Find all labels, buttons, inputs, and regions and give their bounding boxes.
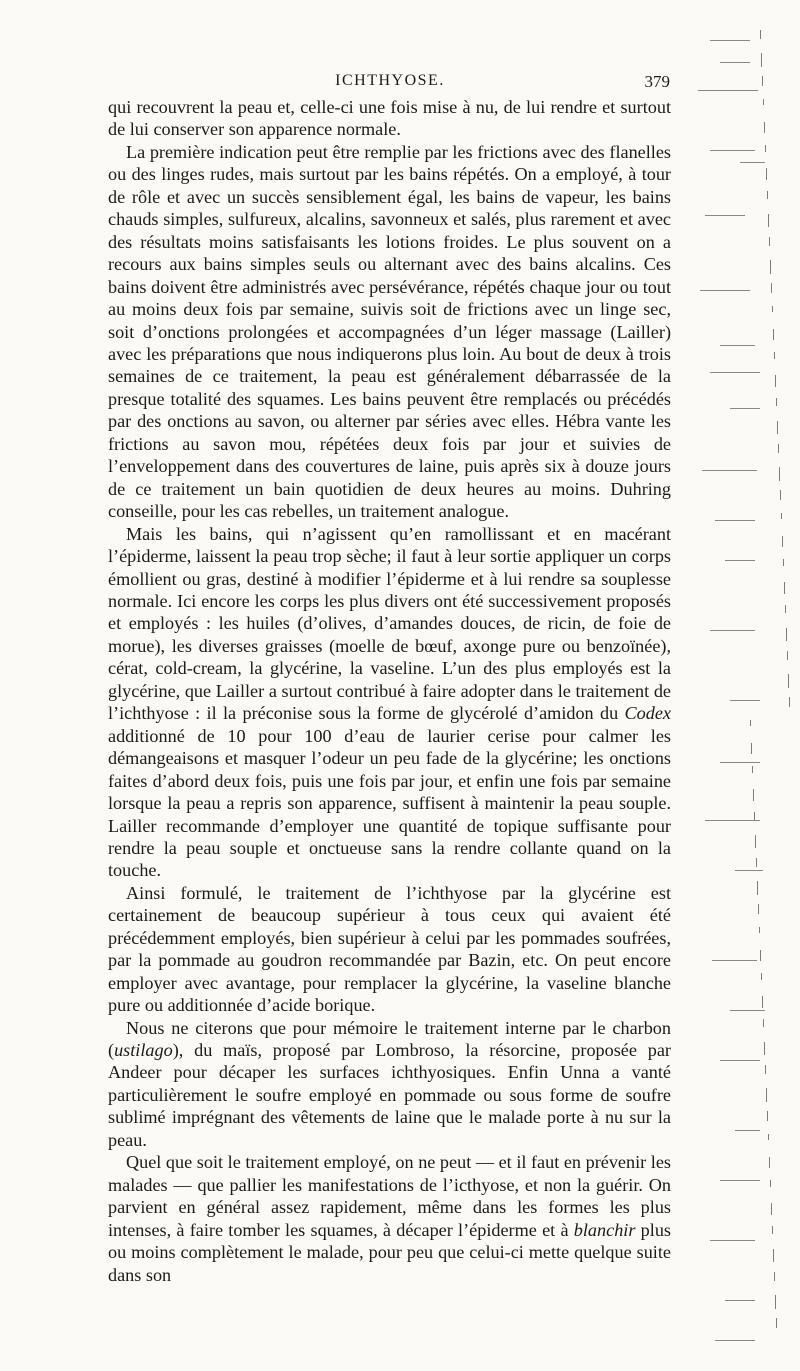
- scan-artifact-line: [715, 520, 755, 521]
- scan-artifact-tick: [755, 835, 756, 848]
- scan-artifact-line: [710, 630, 755, 631]
- scan-artifact-tick: [786, 628, 787, 641]
- scan-artifact-tick: [780, 490, 781, 500]
- italic-text: Codex: [624, 703, 671, 724]
- scan-artifact-tick: [785, 605, 786, 613]
- scan-artifact-tick: [773, 329, 774, 340]
- scan-artifact-tick: [770, 1180, 771, 1187]
- scan-artifact-tick: [772, 306, 773, 312]
- scan-artifact-tick: [762, 996, 763, 1008]
- scan-artifact-tick: [769, 1157, 770, 1168]
- scan-artifact-tick: [779, 467, 780, 481]
- scan-artifact-tick: [781, 513, 782, 519]
- scan-artifact-tick: [772, 1226, 773, 1234]
- paragraph: [108, 141, 671, 523]
- scan-artifact-line: [705, 215, 745, 216]
- scan-artifact-tick: [775, 1295, 776, 1309]
- text-run: Mais les bains, qui n’agissent qu’en ramollissant et en macérant l’épiderme, laissent la peau trop sèche; il faut à leur sortie appliquer un corps émollient ou gras, destiné à modifier l’épiderme et à lui rendre sa souplesse normale. Ici encore les corps les plus divers ont été successivement proposés et employés : les huiles (d’olives, d’amandes douces, de ricin, de foie de morue), les diverses graisses (moelle de bœuf, axonge pure ou benzoïnée), cérat, cold-cream, la glycérine, la vaseline. L’un des plus employés est la glycérine, que Lailler a surtout contribué à faire adopter dans le traitement de l’ichthyose : il la préconise sous la forme de glycérolé d’amidon du: [108, 523, 671, 724]
- text-run: Ainsi formulé, le traitement de l’ichthyose par la glycérine est certainement de beaucoup supérieur à tous ceux qui avaient été précédemment employés, bien supérieur à celui par les pommades soufrées, par la pommade au goudron recommandée par Bazin, etc. On peut encore employer avec avantage, pour remplacer la glycérine, la vaseline blanche pure ou additionnée d’acide borique.: [108, 882, 671, 1016]
- scan-artifact-line: [730, 1010, 765, 1011]
- scan-artifact-line: [730, 700, 760, 701]
- text-run: Nous ne citerons que pour mémoire le traitement interne par le charbon (: [108, 1017, 671, 1061]
- scan-artifact-tick: [764, 122, 765, 133]
- scan-artifact-tick: [761, 973, 762, 980]
- scan-artifact-line: [712, 960, 757, 961]
- paragraph: [108, 882, 671, 1017]
- scan-artifact-line: [735, 1130, 760, 1131]
- body-text: [108, 96, 671, 1286]
- scan-artifact-tick: [787, 651, 788, 660]
- scan-artifact-line: [702, 470, 757, 471]
- paragraph: [108, 96, 671, 141]
- scan-artifact-line: [710, 150, 755, 151]
- scan-artifact-tick: [763, 99, 764, 105]
- scan-margin-artifacts: [690, 0, 800, 1371]
- scan-artifact-tick: [784, 582, 785, 594]
- scan-artifact-line: [705, 820, 760, 821]
- scan-artifact-tick: [765, 145, 766, 152]
- scan-artifact-line: [725, 560, 755, 561]
- scan-artifact-line: [720, 762, 760, 763]
- scan-artifact-tick: [776, 398, 777, 406]
- scan-artifact-line: [715, 1340, 755, 1341]
- scan-artifact-line: [740, 162, 765, 163]
- text-run: La première indication peut être remplie par les frictions avec des flanelles ou des linges rudes, mais surtout par les bains répétés. On a employé, à tour de rôle et avec un succès sensiblement égal, les bains de vapeur, les bains chauds simples, sulfureux, alcalins, savonneux et salés, plus rarement et avec des résultats moins satisfaisants les lotions froides. Le plus souvent on a recours aux bains simples seuls ou alternant avec des bains alcalins. Ces bains doivent être administrés avec persévérance, répétés chaque jour ou tout au moins deux fois par semaine, suivis soit de frictions avec un linge sec, soit d’onctions prolongées et accompagnées d’un léger massage (Lailler) avec les préparations que nous indiquerons plus loin. Au bout de deux à trois semaines de ce traitement, la peau est généralement débarrassée de la presque totalité des squames. Les bains peuvent être remplacés ou précédés par des onctions au savon, ou alterner par séries avec elles. Hébra vante les frictions au savon mou, répétées deux fois par jour et suivies de l’enveloppement dans des couvertures de laine, puis après six à douze jours de ce traitement un bain quotidien de deux heures au moins. Duhring conseille, pour les cas rebelles, un traitement analogue.: [108, 141, 671, 522]
- scan-artifact-tick: [770, 260, 771, 274]
- scan-artifact-line: [720, 62, 750, 63]
- paragraph: [108, 1017, 671, 1152]
- page-number: 379: [644, 72, 670, 91]
- paragraph: [108, 523, 671, 882]
- scan-artifact-line: [698, 90, 758, 91]
- scan-artifact-tick: [771, 283, 772, 293]
- scan-artifact-tick: [760, 30, 761, 39]
- scan-artifact-line: [700, 290, 750, 291]
- scan-artifact-tick: [765, 1065, 766, 1074]
- scan-artifact-tick: [789, 697, 790, 707]
- scan-artifact-tick: [777, 421, 778, 434]
- scan-artifact-tick: [769, 237, 770, 246]
- scan-artifact-line: [725, 1300, 755, 1301]
- scan-artifact-tick: [757, 881, 758, 895]
- running-title: ICHTHYOSE.: [335, 72, 445, 89]
- scan-artifact-line: [720, 345, 755, 346]
- scan-artifact-tick: [762, 76, 763, 86]
- text-run: plus ou moins complètement le malade, pour peu que celui-ci mette quelque suite dans son: [108, 1219, 671, 1285]
- paragraph: [108, 1151, 671, 1286]
- scan-artifact-tick: [751, 743, 752, 754]
- scan-artifact-tick: [756, 858, 757, 867]
- scan-artifact-tick: [759, 927, 760, 933]
- italic-text: ustilago: [114, 1040, 173, 1061]
- text-run: additionné de 10 pour 100 d’eau de laurier cerise pour calmer les démangeaisons et masquer l’odeur un peu fade de la glycérine; les onctions faites d’abord deux fois, puis une fois par jour, et enfin une fois par semaine lorsque la peau a repris son apparence, suffisent à maintenir la peau souple. Lailler recommande d’employer une quantité de topique suffisante pour rendre la peau souple et onctueuse sans la rendre collante quand on la touche.: [108, 725, 671, 881]
- scan-artifact-tick: [782, 536, 783, 547]
- scan-artifact-tick: [752, 766, 753, 773]
- scan-artifact-tick: [776, 1318, 777, 1328]
- scan-artifact-tick: [788, 674, 789, 688]
- scan-artifact-line: [710, 372, 760, 373]
- scan-artifact-tick: [767, 191, 768, 199]
- scan-artifact-tick: [754, 812, 755, 820]
- scan-artifact-tick: [766, 168, 767, 180]
- italic-text: blanchir: [573, 1219, 636, 1240]
- page-header: [110, 66, 670, 94]
- scan-artifact-tick: [768, 214, 769, 227]
- scan-artifact-tick: [768, 1134, 769, 1140]
- scan-artifact-tick: [774, 1272, 775, 1281]
- scan-artifact-tick: [758, 904, 759, 914]
- scan-artifact-tick: [760, 950, 761, 961]
- scan-artifact-tick: [763, 1019, 764, 1027]
- scan-artifact-tick: [783, 559, 784, 566]
- scan-artifact-line: [710, 40, 750, 41]
- scan-artifact-tick: [750, 720, 751, 726]
- scan-artifact-tick: [773, 1249, 774, 1262]
- scan-artifact-tick: [775, 375, 776, 387]
- scan-artifact-line: [735, 870, 763, 871]
- scan-artifact-tick: [778, 444, 779, 453]
- scan-artifact-tick: [764, 1042, 765, 1055]
- scan-artifact-line: [720, 1060, 760, 1061]
- scan-artifact-tick: [771, 1203, 772, 1215]
- scan-artifact-tick: [753, 789, 754, 801]
- scan-artifact-tick: [767, 1111, 768, 1121]
- text-run: Quel que soit le traitement employé, on ne peut — et il faut en prévenir les malades — que pallier les manifestations de l’icthyose, et non la guérir. On parvient en général assez rapidement, même dans les formes les plus intenses, à faire tomber les squames, à décaper l’épiderme et à: [108, 1152, 671, 1240]
- scan-artifact-line: [730, 408, 760, 409]
- scan-artifact-line: [720, 1180, 760, 1181]
- scan-artifact-tick: [774, 352, 775, 359]
- scan-artifact-line: [710, 1240, 755, 1241]
- text-run: qui recouvrent la peau et, celle-ci une fois mise à nu, de lui rendre et surtout de lui conserver son apparence normale.: [108, 97, 671, 140]
- scan-artifact-tick: [766, 1088, 767, 1102]
- text-run: ), du maïs, proposé par Lombroso, la résorcine, proposée par Andeer pour décaper les surfaces ichthyosiques. Enfin Unna a vanté particulièrement le soufre employé en pommade ou sous forme de soufre sublimé imprégnant des vêtements de laine que le malade porte à nu sur la peau.: [108, 1040, 671, 1150]
- scan-artifact-tick: [761, 53, 762, 67]
